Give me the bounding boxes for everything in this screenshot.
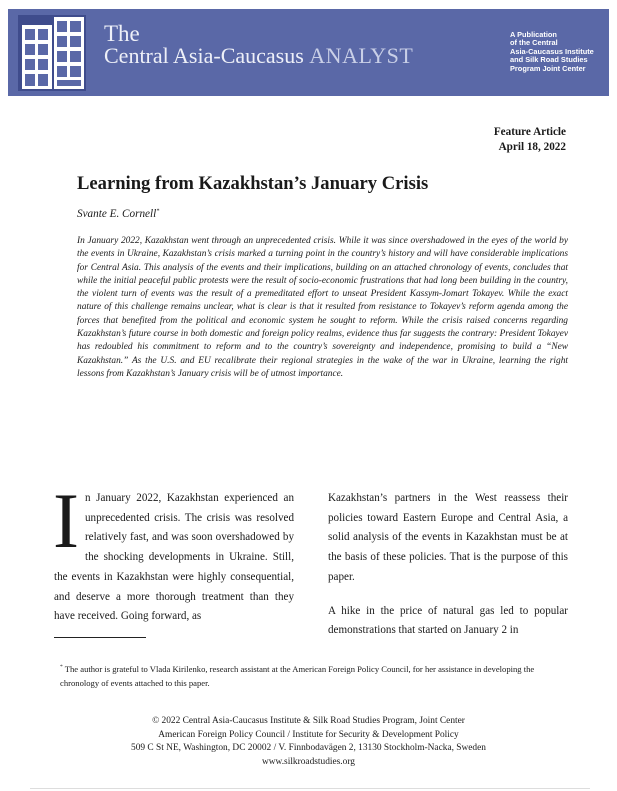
footer-line: 509 C St NE, Washington, DC 20002 / V. Finnbodavägen 2, 13130 Stockholm-Nacka, Sweden xyxy=(131,743,486,754)
publication-note-line: Program Joint Center xyxy=(510,63,586,73)
footnote xyxy=(60,660,570,691)
author-name: Svante E. Cornell xyxy=(77,208,157,220)
abstract: In January 2022, Kazakhstan went through an unprecedented crisis. While it was since overshadowed in the eyes of the world by the events in Ukraine, Kazakhstan’s crisis marked a turning point in the country’s history and will have considerable implications for Central Asia. This analysis of the events and their implications, building on an attached chronology of events, concludes that while the initial peaceful public protests were the result of socio-economic frustrations that had long been building in the country, the violent turn of events was the result of a premeditated effort to unseat President Kassym-Jomart Tokayev. While the exact nature of this challenge remains unclear, what is clear is that it resulted from resistance to Tokayev’s reform agenda among the forces that benefited from the political and economic system he sought to reform. While the crisis raised concerns regarding Kazakhstan’s future course in both domestic and foreign policy realms, evidence thus far suggests the contrary: President Tokayev has redoubled his commitment to reform and to the country’s sovereignty and independence, promising to build a “New Kazakhstan.” As the U.S. and EU recalibrate their regional strategies in the wake of the war in Ukraine, learning the right lessons from Kazakhstan’s January crisis will be of utmost importance. xyxy=(77,236,568,379)
article-meta xyxy=(494,125,566,155)
author-line xyxy=(77,208,159,220)
page-bottom-divider xyxy=(30,788,590,789)
footnote-text: The author is grateful to Vlada Kirilenko, research assistant at the American Foreign Policy Council, for her assistance in developing the chronology of events attached to this paper. xyxy=(60,663,535,689)
brand-analyst: ANALYST xyxy=(309,43,414,68)
article-type: Feature Article xyxy=(493,126,566,138)
body-paragraph: A hike in the price of natural gas led to popular demonstrations that started on January 2 in xyxy=(328,604,568,637)
drop-cap: I xyxy=(53,477,79,564)
footer-line: © 2022 Central Asia-Caucasus Institute & Silk Road Studies Program, Joint Center xyxy=(152,716,465,726)
body-column-right xyxy=(328,489,568,655)
brand-name xyxy=(104,44,413,68)
brand-name-main: Central Asia-Caucasus xyxy=(104,43,304,68)
author-footnote-mark[interactable]: * xyxy=(156,208,160,215)
article-title: Learning from Kazakhstan’s January Crisis xyxy=(77,173,429,194)
masthead-banner xyxy=(8,9,609,96)
body-column-left xyxy=(53,477,294,641)
publication-note xyxy=(510,31,606,73)
publication-note-line: A Publication xyxy=(510,30,557,39)
page-footer xyxy=(0,715,617,770)
publication-note-line: Asia-Caucasus Institute xyxy=(510,46,594,56)
footnote-divider xyxy=(54,637,146,638)
footnote-mark: * xyxy=(60,664,63,670)
article-date: April 18, 2022 xyxy=(498,141,566,153)
body-text-left: n January 2022, Kazakhstan experienced an unprecedented crisis. The crisis was resolved relatively fast, and was soon overshadowed by the shocking developments in Ukraine. Still, the events in Kazakhstan were highly consequential, and deserve a more thorough treatment than they have received. Going forward, as xyxy=(54,492,294,623)
footer-website-link[interactable]: www.silkroadstudies.org xyxy=(262,757,355,768)
brand-the: The xyxy=(104,21,140,46)
body-paragraph: Kazakhstan’s partners in the West reassess their policies toward Eastern Europe and Central Asia, a solid analysis of the events in Kazakhstan must be at the basis of these policies. That is the purpose of this paper. xyxy=(328,492,568,583)
publication-note-line: and Silk Road Studies xyxy=(510,55,588,65)
publication-note-line: of the Central xyxy=(510,38,558,48)
institute-logo xyxy=(18,15,86,91)
footer-line: American Foreign Policy Council / Institute for Security & Development Policy xyxy=(158,729,459,740)
